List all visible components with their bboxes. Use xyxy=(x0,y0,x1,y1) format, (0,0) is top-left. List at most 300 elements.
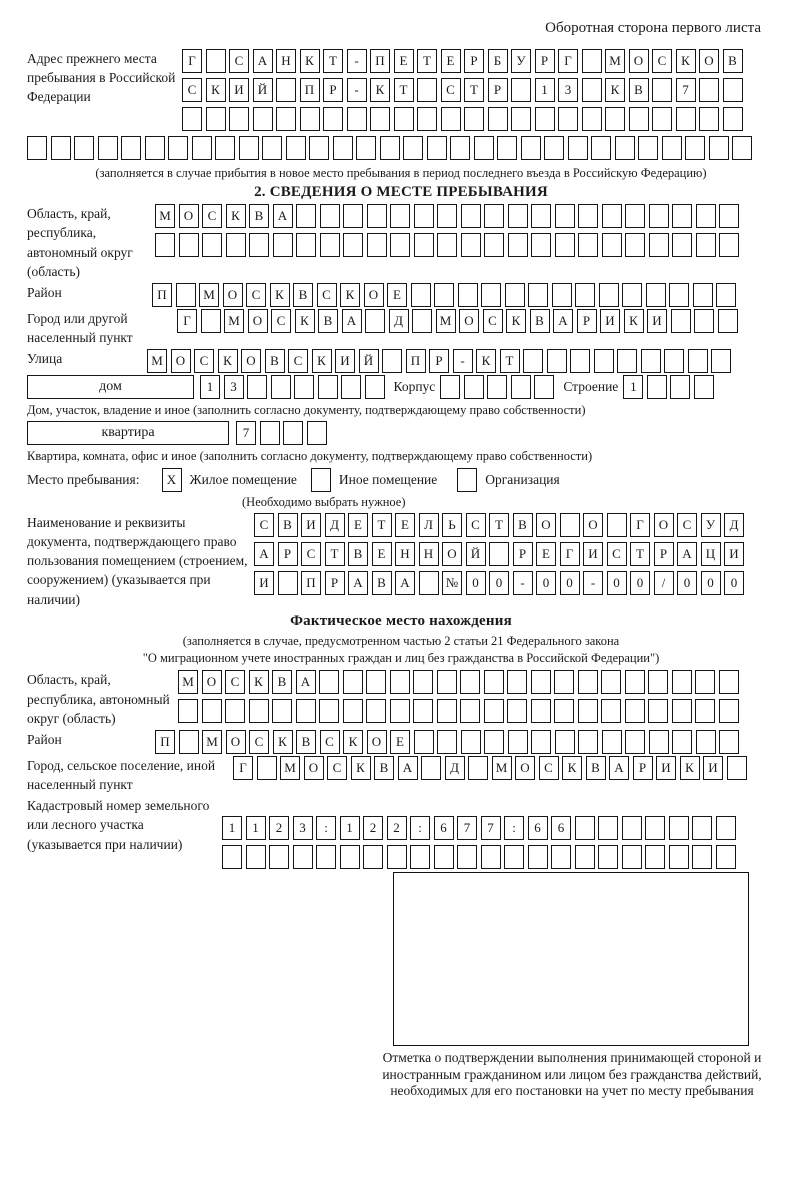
char-box: О xyxy=(226,730,246,754)
char-box xyxy=(333,136,353,160)
stamp-area xyxy=(393,872,749,1046)
char-box: Е xyxy=(395,513,415,537)
char-box xyxy=(531,233,551,257)
char-box: 0 xyxy=(724,571,744,595)
stroenie-cells xyxy=(623,375,714,399)
char-box: О xyxy=(367,730,387,754)
char-box xyxy=(652,78,672,102)
region-line-2 xyxy=(155,233,739,257)
region-label: Область, край, республика, автономный округ (область) xyxy=(27,206,133,279)
char-box xyxy=(645,816,665,840)
char-box xyxy=(481,845,501,869)
char-box: 1 xyxy=(340,816,360,840)
char-box xyxy=(440,375,460,399)
actual-region-line-2 xyxy=(178,699,739,723)
char-box: К xyxy=(270,283,290,307)
char-box: К xyxy=(206,78,226,102)
char-box: М xyxy=(280,756,300,780)
char-box xyxy=(582,107,602,131)
char-box: С xyxy=(677,513,697,537)
char-box xyxy=(504,845,524,869)
char-box xyxy=(414,233,434,257)
char-box xyxy=(544,136,564,160)
char-box xyxy=(300,107,320,131)
char-box xyxy=(649,233,669,257)
char-box xyxy=(192,136,212,160)
char-box: 0 xyxy=(607,571,627,595)
char-box: И xyxy=(335,349,355,373)
char-box xyxy=(272,699,292,723)
char-box xyxy=(323,107,343,131)
char-box: Е xyxy=(387,283,407,307)
char-box xyxy=(121,136,141,160)
actual-location-title: Фактическое место нахождения xyxy=(290,612,512,629)
char-box: Й xyxy=(253,78,273,102)
char-box xyxy=(652,107,672,131)
char-box xyxy=(461,233,481,257)
char-box xyxy=(246,845,266,869)
char-box: М xyxy=(202,730,222,754)
char-box xyxy=(578,670,598,694)
char-box: Р xyxy=(535,49,555,73)
char-box xyxy=(461,204,481,228)
field-actual-region xyxy=(27,670,775,727)
field-region xyxy=(27,204,775,281)
field-actual-city xyxy=(27,756,775,794)
char-box: 1 xyxy=(200,375,220,399)
cadastral-line-1 xyxy=(222,816,736,840)
char-box xyxy=(591,136,611,160)
char-box xyxy=(625,233,645,257)
char-box xyxy=(531,730,551,754)
char-box xyxy=(215,136,235,160)
char-box xyxy=(716,845,736,869)
char-box xyxy=(554,699,574,723)
char-box: К xyxy=(273,730,293,754)
char-box xyxy=(625,670,645,694)
char-box: К xyxy=(300,49,320,73)
option-organization-label: Организация xyxy=(485,471,560,487)
field-actual-district xyxy=(27,730,775,754)
char-box: М xyxy=(224,309,244,333)
char-box xyxy=(672,204,692,228)
char-box xyxy=(672,730,692,754)
prev-address-line-2 xyxy=(182,78,743,102)
char-box xyxy=(413,699,433,723)
char-box xyxy=(645,845,665,869)
char-box xyxy=(179,233,199,257)
char-box xyxy=(316,845,336,869)
char-box: К xyxy=(295,309,315,333)
char-box xyxy=(460,699,480,723)
char-box xyxy=(615,136,635,160)
document-label: Наименование и реквизиты документа, подтверждающего право пользования помещением (строением, сооружением) (указывается при наличии) xyxy=(27,514,248,607)
char-box: - xyxy=(347,49,367,73)
char-box xyxy=(694,375,714,399)
char-box xyxy=(437,233,457,257)
char-box xyxy=(676,107,696,131)
char-box: П xyxy=(152,283,172,307)
char-box xyxy=(672,670,692,694)
char-box xyxy=(262,136,282,160)
char-box xyxy=(319,670,339,694)
char-box xyxy=(672,699,692,723)
char-box: И xyxy=(647,309,667,333)
char-box xyxy=(575,845,595,869)
char-box xyxy=(699,107,719,131)
char-box: 0 xyxy=(701,571,721,595)
char-box xyxy=(488,107,508,131)
char-box: Т xyxy=(630,542,650,566)
char-box: Т xyxy=(323,49,343,73)
char-box xyxy=(365,309,385,333)
char-box xyxy=(276,78,296,102)
char-box: О xyxy=(179,204,199,228)
char-box: 7 xyxy=(457,816,477,840)
field-street xyxy=(27,349,775,373)
char-box xyxy=(347,107,367,131)
char-box xyxy=(727,756,747,780)
actual-district-label: Район xyxy=(27,731,62,747)
char-box xyxy=(343,233,363,257)
char-box: О xyxy=(304,756,324,780)
char-box xyxy=(414,730,434,754)
prev-address-line-3 xyxy=(182,107,743,131)
char-box xyxy=(98,136,118,160)
char-box: 3 xyxy=(558,78,578,102)
char-box xyxy=(578,233,598,257)
char-box xyxy=(249,699,269,723)
char-box xyxy=(320,233,340,257)
char-box: А xyxy=(348,571,368,595)
char-box: С xyxy=(254,513,274,537)
char-box: Р xyxy=(654,542,674,566)
char-box: А xyxy=(395,571,415,595)
field-cadastral xyxy=(27,796,775,869)
char-box xyxy=(534,375,554,399)
apartment-note: Квартира, комната, офис и иное (заполнить согласно документу, подтверждающему право собственности) xyxy=(27,449,593,464)
char-box xyxy=(421,756,441,780)
char-box: С xyxy=(466,513,486,537)
char-box xyxy=(318,375,338,399)
char-box: Т xyxy=(325,542,345,566)
char-box: Г xyxy=(630,513,650,537)
char-box xyxy=(497,136,517,160)
char-box: И xyxy=(656,756,676,780)
char-box: К xyxy=(476,349,496,373)
char-box: Н xyxy=(276,49,296,73)
char-box xyxy=(484,699,504,723)
actual-location-note-2: "О миграционном учете иностранных граждан и лиц без гражданства в Российской Федерации") xyxy=(142,650,660,665)
char-box xyxy=(363,845,383,869)
char-box: Д xyxy=(389,309,409,333)
char-box xyxy=(468,756,488,780)
char-box: А xyxy=(273,204,293,228)
char-box: С xyxy=(607,542,627,566)
char-box xyxy=(723,78,743,102)
char-box xyxy=(647,375,667,399)
char-box xyxy=(474,136,494,160)
char-box: 7 xyxy=(236,421,256,445)
char-box xyxy=(692,845,712,869)
char-box: И xyxy=(583,542,603,566)
char-box: Д xyxy=(325,513,345,537)
char-box: 7 xyxy=(481,816,501,840)
char-box xyxy=(343,670,363,694)
char-box: 3 xyxy=(224,375,244,399)
char-box: Р xyxy=(464,49,484,73)
char-box: № xyxy=(442,571,462,595)
char-box xyxy=(625,699,645,723)
char-box xyxy=(294,375,314,399)
actual-region-label: Область, край, республика, автономный округ (область) xyxy=(27,672,170,726)
document-line-3 xyxy=(254,571,744,595)
char-box: Г xyxy=(177,309,197,333)
char-box xyxy=(296,699,316,723)
char-box: П xyxy=(406,349,426,373)
char-box xyxy=(551,845,571,869)
char-box: 0 xyxy=(560,571,580,595)
char-box xyxy=(487,375,507,399)
char-box xyxy=(508,730,528,754)
char-box xyxy=(578,730,598,754)
char-box: С xyxy=(652,49,672,73)
prev-address-line-4 xyxy=(27,136,775,160)
char-box xyxy=(257,756,277,780)
actual-region-line-1 xyxy=(178,670,739,694)
actual-location-note-1: (заполняется в случае, предусмотренном частью 2 статьи 21 Федерального закона xyxy=(182,633,620,648)
char-box: А xyxy=(254,542,274,566)
actual-city-label: Город, сельское поселение, иной населенный пункт xyxy=(27,757,216,793)
char-box: 1 xyxy=(535,78,555,102)
char-box xyxy=(732,136,752,160)
char-box xyxy=(601,670,621,694)
char-box: А xyxy=(609,756,629,780)
char-box xyxy=(296,204,316,228)
char-box: Р xyxy=(488,78,508,102)
char-box xyxy=(602,233,622,257)
char-box xyxy=(570,349,590,373)
char-box: Т xyxy=(372,513,392,537)
char-box xyxy=(206,49,226,73)
char-box xyxy=(629,107,649,131)
char-box xyxy=(382,349,402,373)
char-box: М xyxy=(155,204,175,228)
char-box xyxy=(601,699,621,723)
char-box xyxy=(560,513,580,537)
char-box xyxy=(441,107,461,131)
char-box xyxy=(179,730,199,754)
char-box xyxy=(403,136,423,160)
char-box: В xyxy=(318,309,338,333)
char-box xyxy=(390,233,410,257)
char-box xyxy=(484,204,504,228)
char-box xyxy=(464,107,484,131)
char-box xyxy=(278,571,298,595)
char-box xyxy=(293,845,313,869)
char-box: К xyxy=(351,756,371,780)
char-box: / xyxy=(654,571,674,595)
char-box xyxy=(649,730,669,754)
char-box: 2 xyxy=(363,816,383,840)
char-box xyxy=(176,283,196,307)
char-box xyxy=(648,699,668,723)
field-prev-address xyxy=(27,49,775,131)
checkbox-organization xyxy=(457,468,477,492)
char-box: Ц xyxy=(701,542,721,566)
char-box xyxy=(390,699,410,723)
char-box: К xyxy=(605,78,625,102)
char-box: К xyxy=(680,756,700,780)
char-box xyxy=(437,670,457,694)
char-box xyxy=(460,670,480,694)
char-box xyxy=(694,309,714,333)
char-box: Т xyxy=(417,49,437,73)
char-box: В xyxy=(265,349,285,373)
char-box xyxy=(669,845,689,869)
char-box xyxy=(365,375,385,399)
char-box: - xyxy=(347,78,367,102)
char-box: Г xyxy=(558,49,578,73)
char-box: 0 xyxy=(677,571,697,595)
char-box xyxy=(226,233,246,257)
char-box xyxy=(390,204,410,228)
char-box: О xyxy=(654,513,674,537)
char-box xyxy=(481,283,501,307)
char-box: 6 xyxy=(528,816,548,840)
char-box: В xyxy=(249,204,269,228)
char-box xyxy=(511,107,531,131)
char-box xyxy=(419,571,439,595)
char-box: К xyxy=(370,78,390,102)
house-row xyxy=(27,375,775,399)
char-box xyxy=(607,513,627,537)
char-box xyxy=(594,349,614,373)
char-box xyxy=(625,204,645,228)
char-box: О xyxy=(515,756,535,780)
char-box: О xyxy=(459,309,479,333)
char-box: П xyxy=(155,730,175,754)
char-box xyxy=(578,699,598,723)
char-box: Р xyxy=(278,542,298,566)
char-box: Д xyxy=(724,513,744,537)
char-box xyxy=(554,670,574,694)
char-box: Н xyxy=(419,542,439,566)
char-box xyxy=(511,375,531,399)
char-box: Н xyxy=(395,542,415,566)
char-box xyxy=(239,136,259,160)
char-box: 6 xyxy=(434,816,454,840)
char-box xyxy=(202,699,222,723)
char-box: С xyxy=(327,756,347,780)
char-box: А xyxy=(342,309,362,333)
char-box xyxy=(638,136,658,160)
char-box xyxy=(602,204,622,228)
char-box xyxy=(528,283,548,307)
char-box: : xyxy=(504,816,524,840)
char-box xyxy=(319,699,339,723)
char-box: К xyxy=(676,49,696,73)
char-box xyxy=(450,136,470,160)
char-box xyxy=(662,136,682,160)
char-box xyxy=(366,670,386,694)
actual-city-line xyxy=(233,756,747,780)
char-box: И xyxy=(703,756,723,780)
option-other-premises-label: Иное помещение xyxy=(338,471,438,487)
char-box: В xyxy=(293,283,313,307)
char-box xyxy=(696,204,716,228)
char-box: X xyxy=(162,468,182,492)
char-box xyxy=(51,136,71,160)
char-box xyxy=(695,670,715,694)
char-box: О xyxy=(583,513,603,537)
char-box xyxy=(461,730,481,754)
char-box xyxy=(671,309,691,333)
char-box xyxy=(719,670,739,694)
char-box xyxy=(155,233,175,257)
char-box xyxy=(390,670,410,694)
apartment-cells xyxy=(236,421,327,445)
checkbox-residential xyxy=(162,468,182,492)
char-box: С xyxy=(271,309,291,333)
char-box xyxy=(602,730,622,754)
char-box xyxy=(417,107,437,131)
char-box: 0 xyxy=(630,571,650,595)
char-box xyxy=(598,845,618,869)
house-box-label: дом xyxy=(27,375,194,399)
char-box xyxy=(719,699,739,723)
option-residential-label: Жилое помещение xyxy=(189,471,297,487)
char-box xyxy=(695,699,715,723)
char-box: 2 xyxy=(269,816,289,840)
char-box xyxy=(410,845,430,869)
char-box xyxy=(168,136,188,160)
char-box: - xyxy=(513,571,533,595)
char-box xyxy=(343,699,363,723)
char-box xyxy=(464,375,484,399)
char-box xyxy=(437,730,457,754)
char-box xyxy=(582,78,602,102)
char-box: Е xyxy=(536,542,556,566)
char-box xyxy=(535,107,555,131)
char-box: 1 xyxy=(222,816,242,840)
char-box xyxy=(340,845,360,869)
stay-type-row xyxy=(27,468,775,492)
char-box: 2 xyxy=(387,816,407,840)
char-box: Д xyxy=(445,756,465,780)
char-box: О xyxy=(202,670,222,694)
char-box xyxy=(555,233,575,257)
char-box xyxy=(555,730,575,754)
cadastral-line-2 xyxy=(222,845,736,869)
char-box xyxy=(568,136,588,160)
char-box xyxy=(380,136,400,160)
char-box: 6 xyxy=(551,816,571,840)
char-box xyxy=(427,136,447,160)
char-box: В xyxy=(723,49,743,73)
char-box: В xyxy=(586,756,606,780)
char-box xyxy=(387,845,407,869)
char-box xyxy=(276,107,296,131)
char-box xyxy=(511,78,531,102)
char-box xyxy=(489,542,509,566)
char-box xyxy=(709,136,729,160)
char-box: С xyxy=(317,283,337,307)
char-box: С xyxy=(225,670,245,694)
char-box xyxy=(182,107,202,131)
city-line xyxy=(177,309,738,333)
char-box: Г xyxy=(233,756,253,780)
